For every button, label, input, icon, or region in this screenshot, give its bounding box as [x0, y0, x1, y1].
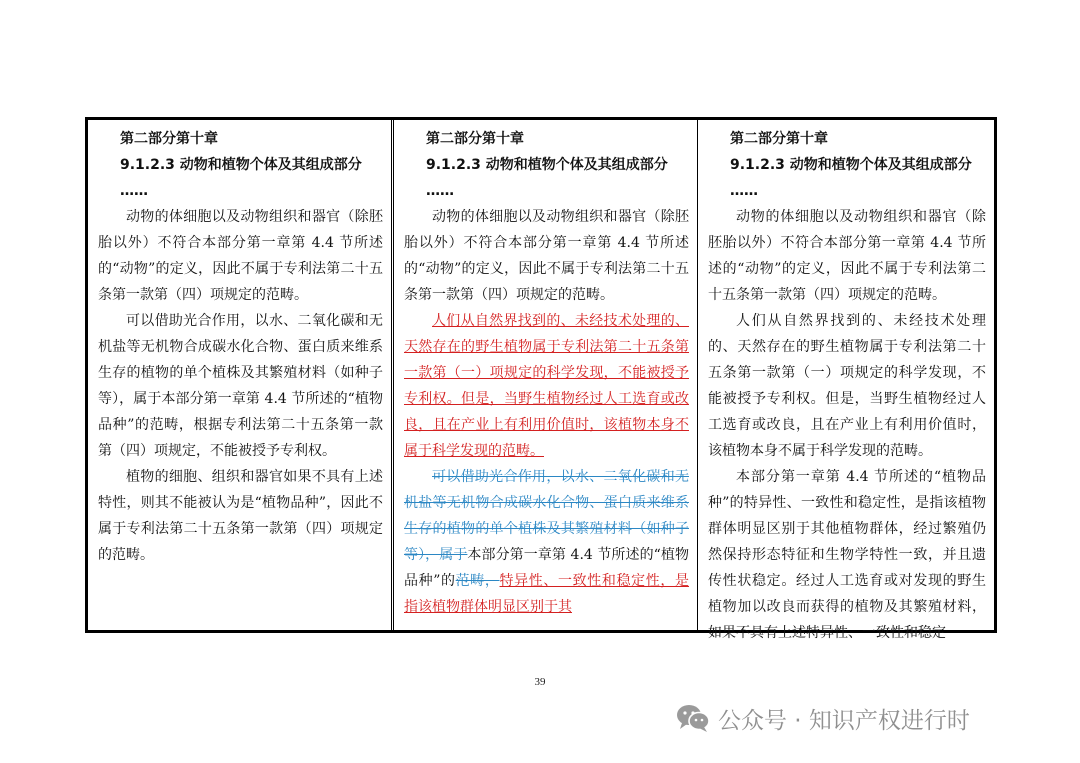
body-text: 植物的细胞、组织和器官如果不具有上述特性，则其不能被认为是“植物品种”，因此不属于专利法第二十五条第一款第（四）项规定的范畴。	[98, 469, 383, 563]
paragraphs	[404, 204, 689, 620]
body-text: 可以借助光合作用，以水、二氧化碳和无机盐等无机物合成碳水化合物、蛋白质来维系生存的植物的单个植株及其繁殖材料（如种子等），属于本部分第一章第 4.4 节所述的“植物品种”的范畴，根据专利法第二十五条第一款第（四）项规定，不能被授予专利权。	[98, 313, 383, 459]
body-text: 本部分第一章第 4.4 节所述的“植物品种”的特异性、一致性和稳定性，是指该植物群体明显区别于其他植物群体，经过繁殖仍然保持形态特征和生物学特性一致，并且遗传性状稳定。经过人工选育或对发现的野生植物加以改良而获得的植物及其繁殖材料，如果不具有上述特异性、一致性和稳定	[708, 469, 986, 641]
chapter-heading: 第二部分第十章	[426, 131, 524, 147]
paragraph	[708, 204, 986, 308]
chapter-heading: 第二部分第十章	[120, 131, 218, 147]
paragraphs	[708, 204, 986, 646]
comparison-table	[85, 117, 997, 641]
paragraph	[404, 308, 689, 464]
paragraph	[404, 204, 689, 308]
section-heading: 9.1.2.3 动物和植物个体及其组成部分	[120, 157, 362, 173]
chapter-heading: 第二部分第十章	[730, 131, 828, 147]
paragraph	[98, 464, 383, 568]
ellipsis: ……	[730, 183, 758, 199]
column-original	[88, 120, 392, 630]
body-text: 人们从自然界找到的、未经技术处理的、天然存在的野生植物属于专利法第二十五条第一款第（一）项规定的科学发现，不能被授予专利权。但是，当野生植物经过人工选育或改良，且在产业上有利用价值时，该植物本身不属于科学发现的范畴。	[708, 313, 986, 459]
column-revised	[698, 120, 994, 641]
paragraph	[98, 308, 383, 464]
paragraph	[708, 308, 986, 464]
body-text: 本部分第一章第 4.4 节所述的“植物品种”的	[404, 547, 689, 589]
ellipsis: ……	[120, 183, 148, 199]
body-text: 动物的体细胞以及动物组织和器官（除胚胎以外）不符合本部分第一章第 4.4 节所述的“动物”的定义，因此不属于专利法第二十五条第一款第（四）项规定的范畴。	[708, 209, 986, 303]
section-heading: 9.1.2.3 动物和植物个体及其组成部分	[426, 157, 668, 173]
deleted-text: 可以借助光合作用，以水、二氧化碳和无机盐等无机物合成碳水化合物、蛋白质来维系生存的植物的单个植株及其繁殖材料（如种子等），属于	[404, 469, 689, 563]
watermark-text: 公众号 · 知识产权进行时	[718, 707, 970, 734]
page-number: 39	[534, 676, 546, 688]
ellipsis: ……	[426, 183, 454, 199]
body-text: 动物的体细胞以及动物组织和器官（除胚胎以外）不符合本部分第一章第 4.4 节所述的“动物”的定义，因此不属于专利法第二十五条第一款第（四）项规定的范畴。	[98, 209, 383, 303]
body-text: 动物的体细胞以及动物组织和器官（除胚胎以外）不符合本部分第一章第 4.4 节所述的“动物”的定义，因此不属于专利法第二十五条第一款第（四）项规定的范畴。	[404, 209, 689, 303]
paragraphs	[98, 204, 383, 568]
column-redline	[393, 120, 698, 630]
paragraph	[98, 204, 383, 308]
watermark	[676, 700, 970, 736]
inserted-text: 特异性、一致性和稳定性，是指该植物群体明显区别于其	[404, 573, 690, 615]
paragraph	[404, 464, 689, 620]
section-heading: 9.1.2.3 动物和植物个体及其组成部分	[730, 157, 972, 173]
paragraph	[708, 464, 986, 646]
deleted-text: 范畴，	[455, 573, 500, 589]
wechat-icon	[676, 703, 710, 733]
inserted-text: 人们从自然界找到的、未经技术处理的、天然存在的野生植物属于专利法第二十五条第一款第（一）项规定的科学发现，不能被授予专利权。但是，当野生植物经过人工选育或改良，且在产业上有利用价值时，该植物本身不属于科学发现的范畴。	[404, 313, 689, 459]
